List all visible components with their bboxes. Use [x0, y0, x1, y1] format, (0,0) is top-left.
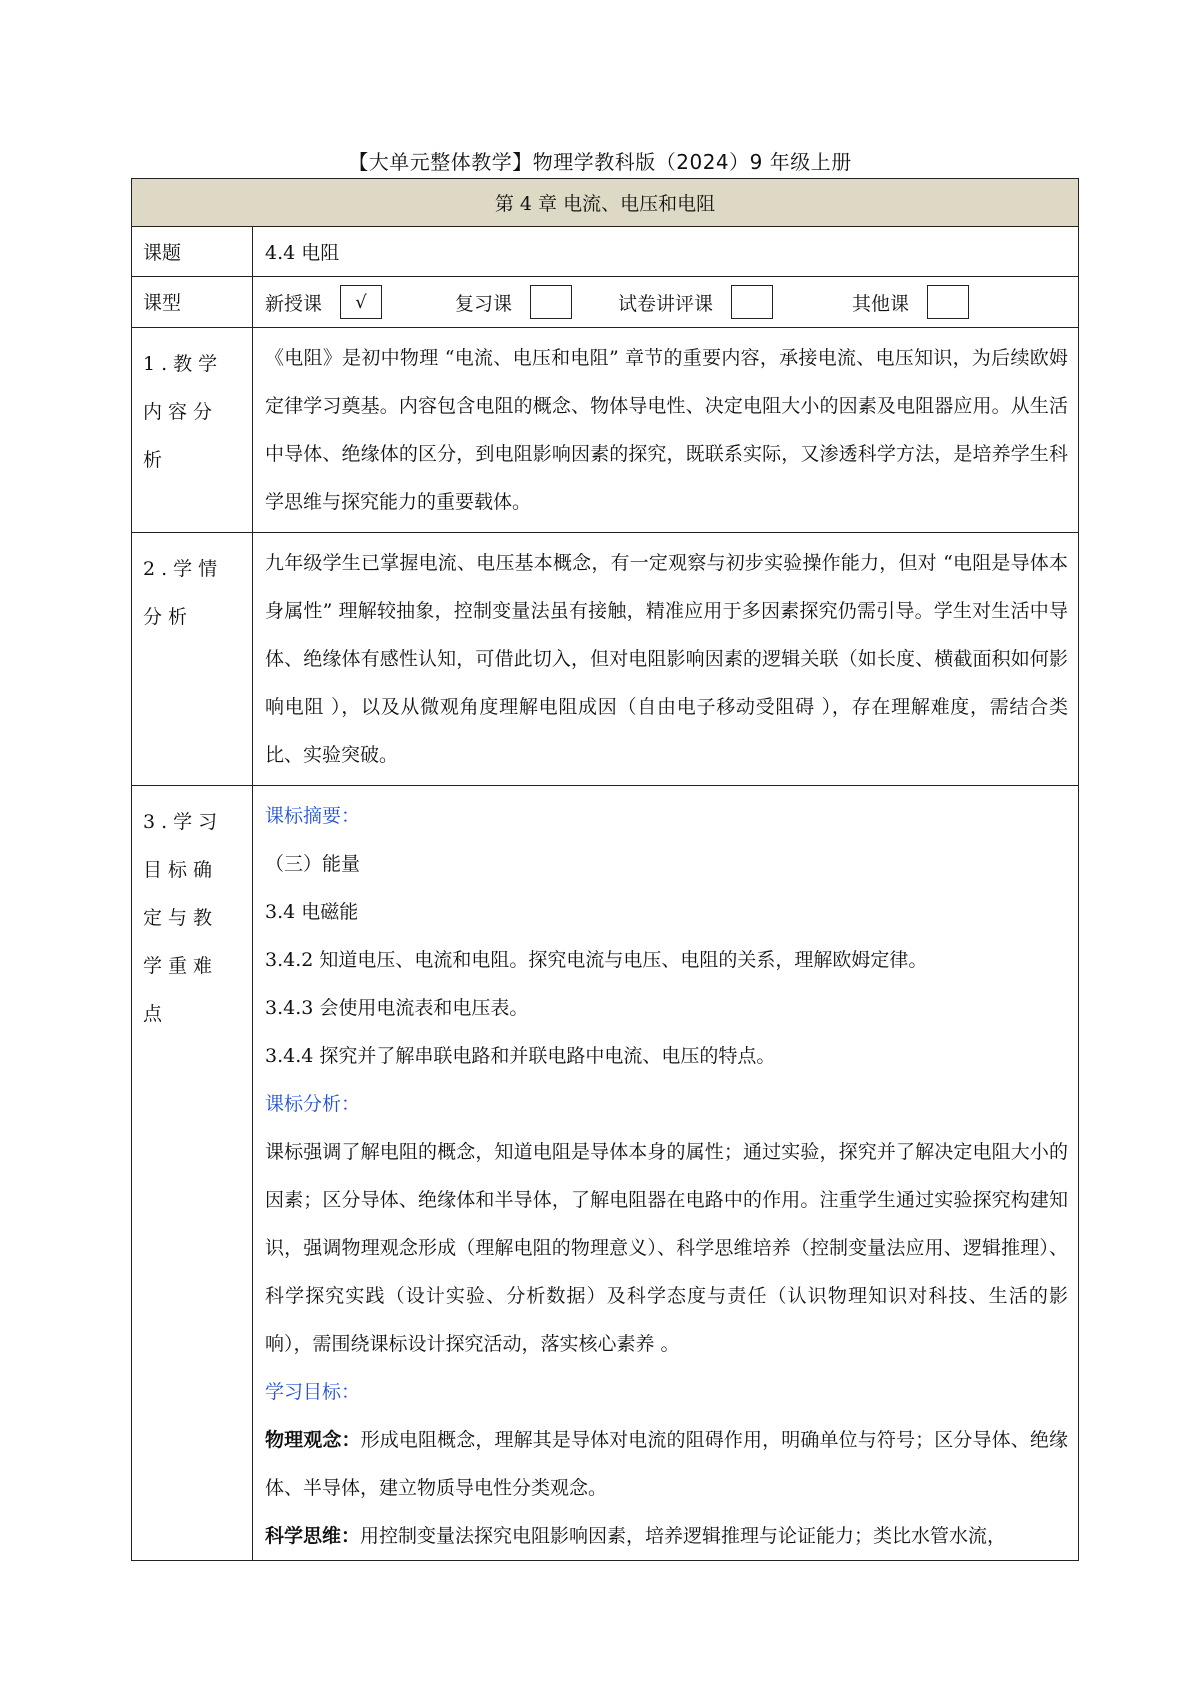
type-option-label: 新授课 [265, 292, 323, 315]
goal-term: 物理观念： [265, 1429, 361, 1451]
type-checkbox-new: √ [340, 285, 382, 319]
content-analysis-text: 《电阻》是初中物理 “电流、电压和电阻” 章节的重要内容，承接电流、电压知识，为后续欧姆定律学习奠基。内容包含电阻的概念、物体导电性、决定电阻大小的因素及电阻器应用。从生活中导体、绝缘体的区分，到电阻影响因素的探究，既联系实际，又渗透科学方法，是培养学生科学思维与探究能力的重要载体。 [265, 347, 1068, 513]
type-option-other [852, 285, 969, 319]
lesson-type-row [132, 277, 1079, 328]
analysis-heading: 课标分析： [265, 1093, 361, 1115]
type-option-label: 其他课 [852, 292, 910, 315]
lesson-type-label: 课型 [132, 277, 253, 328]
standards-line: 3.4.2 知道电压、电流和电阻。探究电流与电压、电阻的关系，理解欧姆定律。 [265, 949, 928, 971]
objectives-label: 3.学习目标确定与教学重难点 [132, 786, 253, 1561]
type-option-exam-review [618, 285, 852, 319]
type-option-label: 试卷讲评课 [618, 292, 714, 315]
goal-term: 科学思维： [265, 1525, 361, 1547]
standards-line: （三）能量 [265, 853, 361, 875]
standards-line: 3.4.4 探究并了解串联电路和并联电路中电流、电压的特点。 [265, 1045, 776, 1067]
content-analysis-row [132, 328, 1079, 533]
standards-line: 3.4 电磁能 [265, 901, 359, 923]
objectives-row [132, 786, 1079, 1561]
type-checkbox-exam-review [731, 285, 773, 319]
content-analysis-label: 1.教学内容分析 [132, 328, 253, 533]
student-analysis-label: 2.学情分析 [132, 533, 253, 786]
standards-line: 3.4.3 会使用电流表和电压表。 [265, 997, 529, 1019]
topic-row [132, 227, 1079, 277]
goals-heading: 学习目标： [265, 1381, 361, 1403]
lesson-plan-table [131, 178, 1079, 1561]
chapter-title: 第 4 章 电流、电压和电阻 [132, 179, 1079, 227]
document-title: 【大单元整体教学】物理学教科版（2024）9 年级上册 [348, 150, 852, 174]
student-analysis-text: 九年级学生已掌握电流、电压基本概念，有一定观察与初步实验操作能力，但对 “电阻是导体本身属性” 理解较抽象，控制变量法虽有接触，精准应用于多因素探究仍需引导。学生对生活中导体、绝缘体有感性认知，可借此切入，但对电阻影响因素的逻辑关联（如长度、横截面积如何影响电阻 ），以及从微观角度理解电阻成因（自由电子移动受阻碍 ），存在理解难度，需结合类比、实验突破。 [265, 552, 1068, 766]
goal-text: 用控制变量法探究电阻影响因素，培养逻辑推理与论证能力；类比水管水流， [360, 1525, 1007, 1547]
type-option-new [265, 285, 455, 319]
topic-value: 4.4 电阻 [253, 227, 1079, 277]
type-checkbox-review [530, 285, 572, 319]
topic-label: 课题 [132, 227, 253, 277]
student-analysis-row [132, 533, 1079, 786]
goal-text: 形成电阻概念，理解其是导体对电流的阻碍作用，明确单位与符号；区分导体、绝缘体、半导体，建立物质导电性分类观念。 [265, 1429, 1068, 1499]
goal-item [265, 1416, 1068, 1512]
standards-analysis-text: 课标强调了解电阻的概念，知道电阻是导体本身的属性；通过实验，探究并了解决定电阻大小的因素；区分导体、绝缘体和半导体，了解电阻器在电路中的作用。注重学生通过实验探究构建知识，强调物理观念形成（理解电阻的物理意义）、科学思维培养（控制变量法应用、逻辑推理）、科学探究实践（设计实验、分析数据）及科学态度与责任（认识物理知识对科技、生活的影响），需围绕课标设计探究活动，落实核心素养 。 [265, 1141, 1068, 1355]
type-option-label: 复习课 [455, 292, 513, 315]
goal-item [265, 1512, 1068, 1560]
type-option-review [455, 285, 618, 319]
lesson-type-options [253, 277, 1079, 328]
chapter-row [132, 179, 1079, 227]
standards-heading: 课标摘要： [265, 805, 361, 827]
type-checkbox-other [927, 285, 969, 319]
